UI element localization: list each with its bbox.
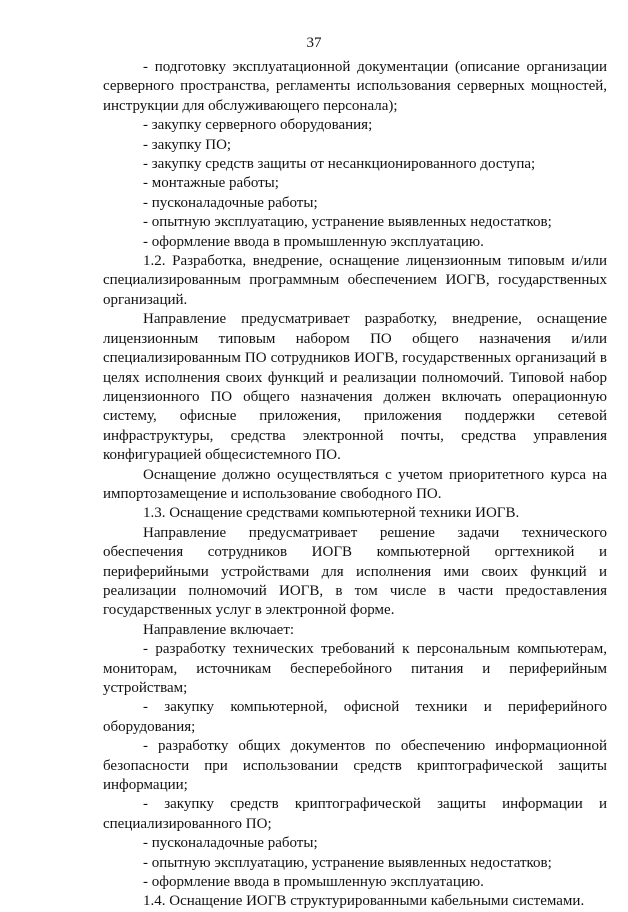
section-heading-1-3: 1.3. Оснащение средствами компьютерной техники ИОГВ. xyxy=(143,505,520,522)
body-paragraph: Направление предусматривает разработку, внедрение, оснащение лицензионным типовым набором ПО общего назначения и/или специализированным ПО сотрудников ИОГВ, государственных организаций в целях исполнения своих функций и реализации полномочий. Типовой набор лицензионного ПО общего назначения должен включать операционную систему, офисные приложения, приложения поддержки сетевой инфраструктуры, средства электронной почты, средства управления конфигурацией общесистемного ПО. xyxy=(103,311,607,464)
list-item: - закупку средств защиты от несанкционированного доступа; xyxy=(143,156,536,173)
list-item: - оформление ввода в промышленную эксплуатацию. xyxy=(143,874,484,891)
page-body xyxy=(103,58,607,912)
list-item: - опытную эксплуатацию, устранение выявленных недостатков; xyxy=(143,854,552,871)
body-paragraph: Направление включает: xyxy=(143,621,295,638)
body-paragraph: Оснащение должно осуществляться с учетом приоритетного курса на импортозамещение и использование свободного ПО. xyxy=(103,466,607,502)
body-paragraph: Направление предусматривает решение задачи технического обеспечения сотрудников ИОГВ компьютерной оргтехникой и периферийными устройствами для исполнения ими своих функций и реализации полномочий ИОГВ, в том числе в части предоставления государственных услуг в электронной форме. xyxy=(103,524,607,619)
list-item: - пусконаладочные работы; xyxy=(143,835,318,852)
list-item: - подготовку эксплуатационной документации (описание организации серверного пространства, регламенты использования серверных мощностей, инструкции для обслуживающего персонала); xyxy=(103,59,607,114)
list-item: - пусконаладочные работы; xyxy=(143,194,318,211)
list-item: - оформление ввода в промышленную эксплуатацию. xyxy=(143,233,484,250)
page-number: 37 xyxy=(306,35,322,51)
list-item: - закупку серверного оборудования; xyxy=(143,117,373,134)
list-item: - закупку компьютерной, офисной техники и периферийного оборудования; xyxy=(103,699,607,735)
section-heading-1-2: 1.2. Разработка, внедрение, оснащение лицензионным типовым и/или специализированным программным обеспечением ИОГВ, государственных организаций. xyxy=(103,253,607,308)
section-heading-1-4: 1.4. Оснащение ИОГВ структурированными кабельными системами. xyxy=(143,893,585,910)
list-item: - закупку средств криптографической защиты информации и специализированного ПО; xyxy=(103,796,607,832)
list-item: - закупку ПО; xyxy=(143,136,232,153)
list-item: - монтажные работы; xyxy=(143,175,279,192)
list-item: - опытную эксплуатацию, устранение выявленных недостатков; xyxy=(143,214,552,231)
list-item: - разработку общих документов по обеспечению информационной безопасности при использовании средств криптографической защиты информации; xyxy=(103,738,607,794)
list-item: - разработку технических требований к персональным компьютерам, мониторам, источникам бесперебойного питания и периферийным устройствам; xyxy=(103,641,607,696)
